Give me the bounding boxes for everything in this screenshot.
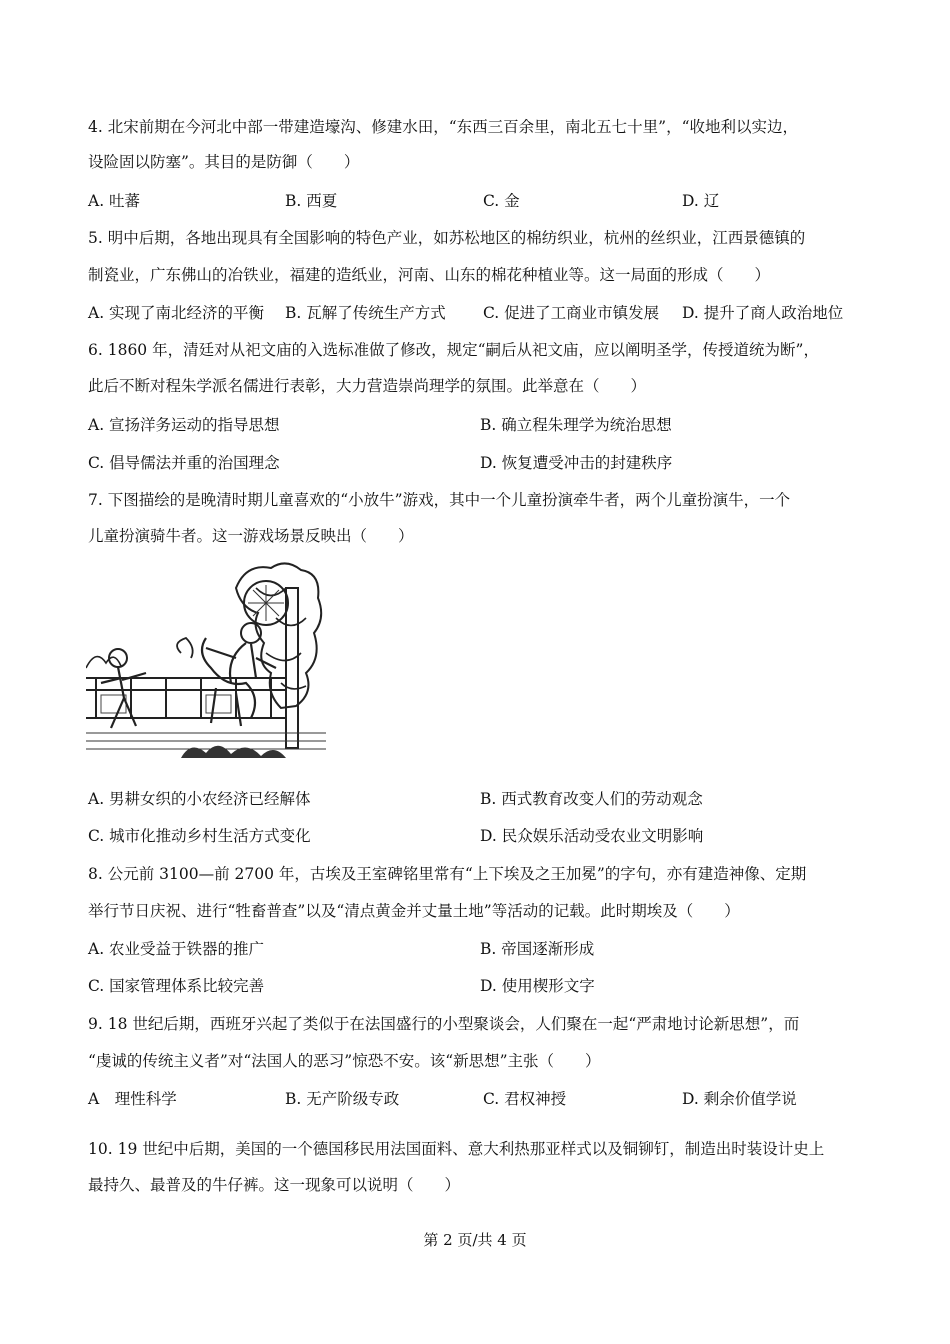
q5-stem-line2: 制瓷业，广东佛山的冶铁业，福建的造纸业，河南、山东的棉花种植业等。这一局面的形成（ ）: [88, 266, 771, 284]
q4-option-d: D. 辽: [682, 192, 720, 210]
q6-stem-line2: 此后不断对程朱学派名儒进行表彰，大力营造崇尚理学的氛围。此举意在（ ）: [88, 377, 647, 395]
q8-stem-line2: 举行节日庆祝、进行“牲畜普查”以及“清点黄金并丈量土地”等活动的记载。此时期埃及（ ）: [88, 902, 740, 920]
q4-stem-line1: 4. 北宋前期在今河北中部一带建造壕沟、修建水田，“东西三百余里，南北五七十里”，“收地利以实边，: [88, 118, 798, 136]
q9-option-b: B. 无产阶级专政: [285, 1090, 400, 1108]
q8-option-d: D. 使用楔形文字: [480, 977, 595, 995]
q5-option-b: B. 瓦解了传统生产方式: [285, 304, 446, 322]
q6-option-c: C. 倡导儒法并重的治国理念: [88, 454, 280, 472]
q7-stem-line1: 7. 下图描绘的是晚清时期儿童喜欢的“小放牛”游戏，其中一个儿童扮演牵牛者，两个儿童扮演牛，一个: [88, 491, 791, 509]
q9-option-c: C. 君权神授: [483, 1090, 567, 1108]
q7-option-a: A. 男耕女织的小农经济已经解体: [88, 790, 311, 808]
q9-stem-line2: “虔诚的传统主义者”对“法国人的恶习”惊恐不安。该“新思想”主张（ ）: [88, 1052, 601, 1070]
page-number-footer: 第 2 页/共 4 页: [423, 1231, 527, 1249]
q7-stem-line2: 儿童扮演骑牛者。这一游戏场景反映出（ ）: [88, 527, 414, 545]
q5-stem-line1: 5. 明中后期，各地出现具有全国影响的特色产业，如苏松地区的棉纺织业，杭州的丝织业，江西景德镇的: [88, 229, 806, 247]
q9-stem-line1: 9. 18 世纪后期，西班牙兴起了类似于在法国盛行的小型聚谈会，人们聚在一起“严肃地讨论新思想”，而: [88, 1015, 800, 1033]
q8-option-a: A. 农业受益于铁器的推广: [88, 940, 265, 958]
children-game-illustration: [86, 558, 326, 768]
q6-option-d: D. 恢复遭受冲击的封建秩序: [480, 454, 673, 472]
q8-option-c: C. 国家管理体系比较完善: [88, 977, 265, 995]
q7-option-d: D. 民众娱乐活动受农业文明影响: [480, 827, 704, 845]
q5-option-a: A. 实现了南北经济的平衡: [88, 304, 265, 322]
q6-option-b: B. 确立程朱理学为统治思想: [480, 416, 672, 434]
q6-option-a: A. 宣扬洋务运动的指导思想: [88, 416, 280, 434]
q8-stem-line1: 8. 公元前 3100—前 2700 年，古埃及王室碑铭里常有“上下埃及之王加冕”的字句，亦有建造神像、定期: [88, 865, 807, 883]
q5-option-d: D. 提升了商人政治地位: [682, 304, 844, 322]
q5-option-c: C. 促进了工商业市镇发展: [483, 304, 660, 322]
q7-option-c: C. 城市化推动乡村生活方式变化: [88, 827, 311, 845]
q10-stem-line2: 最持久、最普及的牛仔裤。这一现象可以说明（ ）: [88, 1176, 461, 1194]
q4-option-a: A. 吐蕃: [88, 192, 141, 210]
q9-option-a: A 理性科学: [88, 1090, 177, 1108]
q4-stem-line2: 设险固以防塞”。其目的是防御（ ）: [88, 153, 360, 171]
q4-option-b: B. 西夏: [285, 192, 338, 210]
q10-stem-line1: 10. 19 世纪中后期，美国的一个德国移民用法国面料、意大利热那亚样式以及铜铆钉，制造出时装设计史上: [88, 1140, 825, 1158]
q8-option-b: B. 帝国逐渐形成: [480, 940, 595, 958]
q7-option-b: B. 西式教育改变人们的劳动观念: [480, 790, 703, 808]
q4-option-c: C. 金: [483, 192, 520, 210]
q9-option-d: D. 剩余价值学说: [682, 1090, 797, 1108]
q6-stem-line1: 6. 1860 年，清廷对从祀文庙的入选标准做了修改，规定“嗣后从祀文庙，应以阐明圣学，传授道统为断”，: [88, 341, 819, 359]
